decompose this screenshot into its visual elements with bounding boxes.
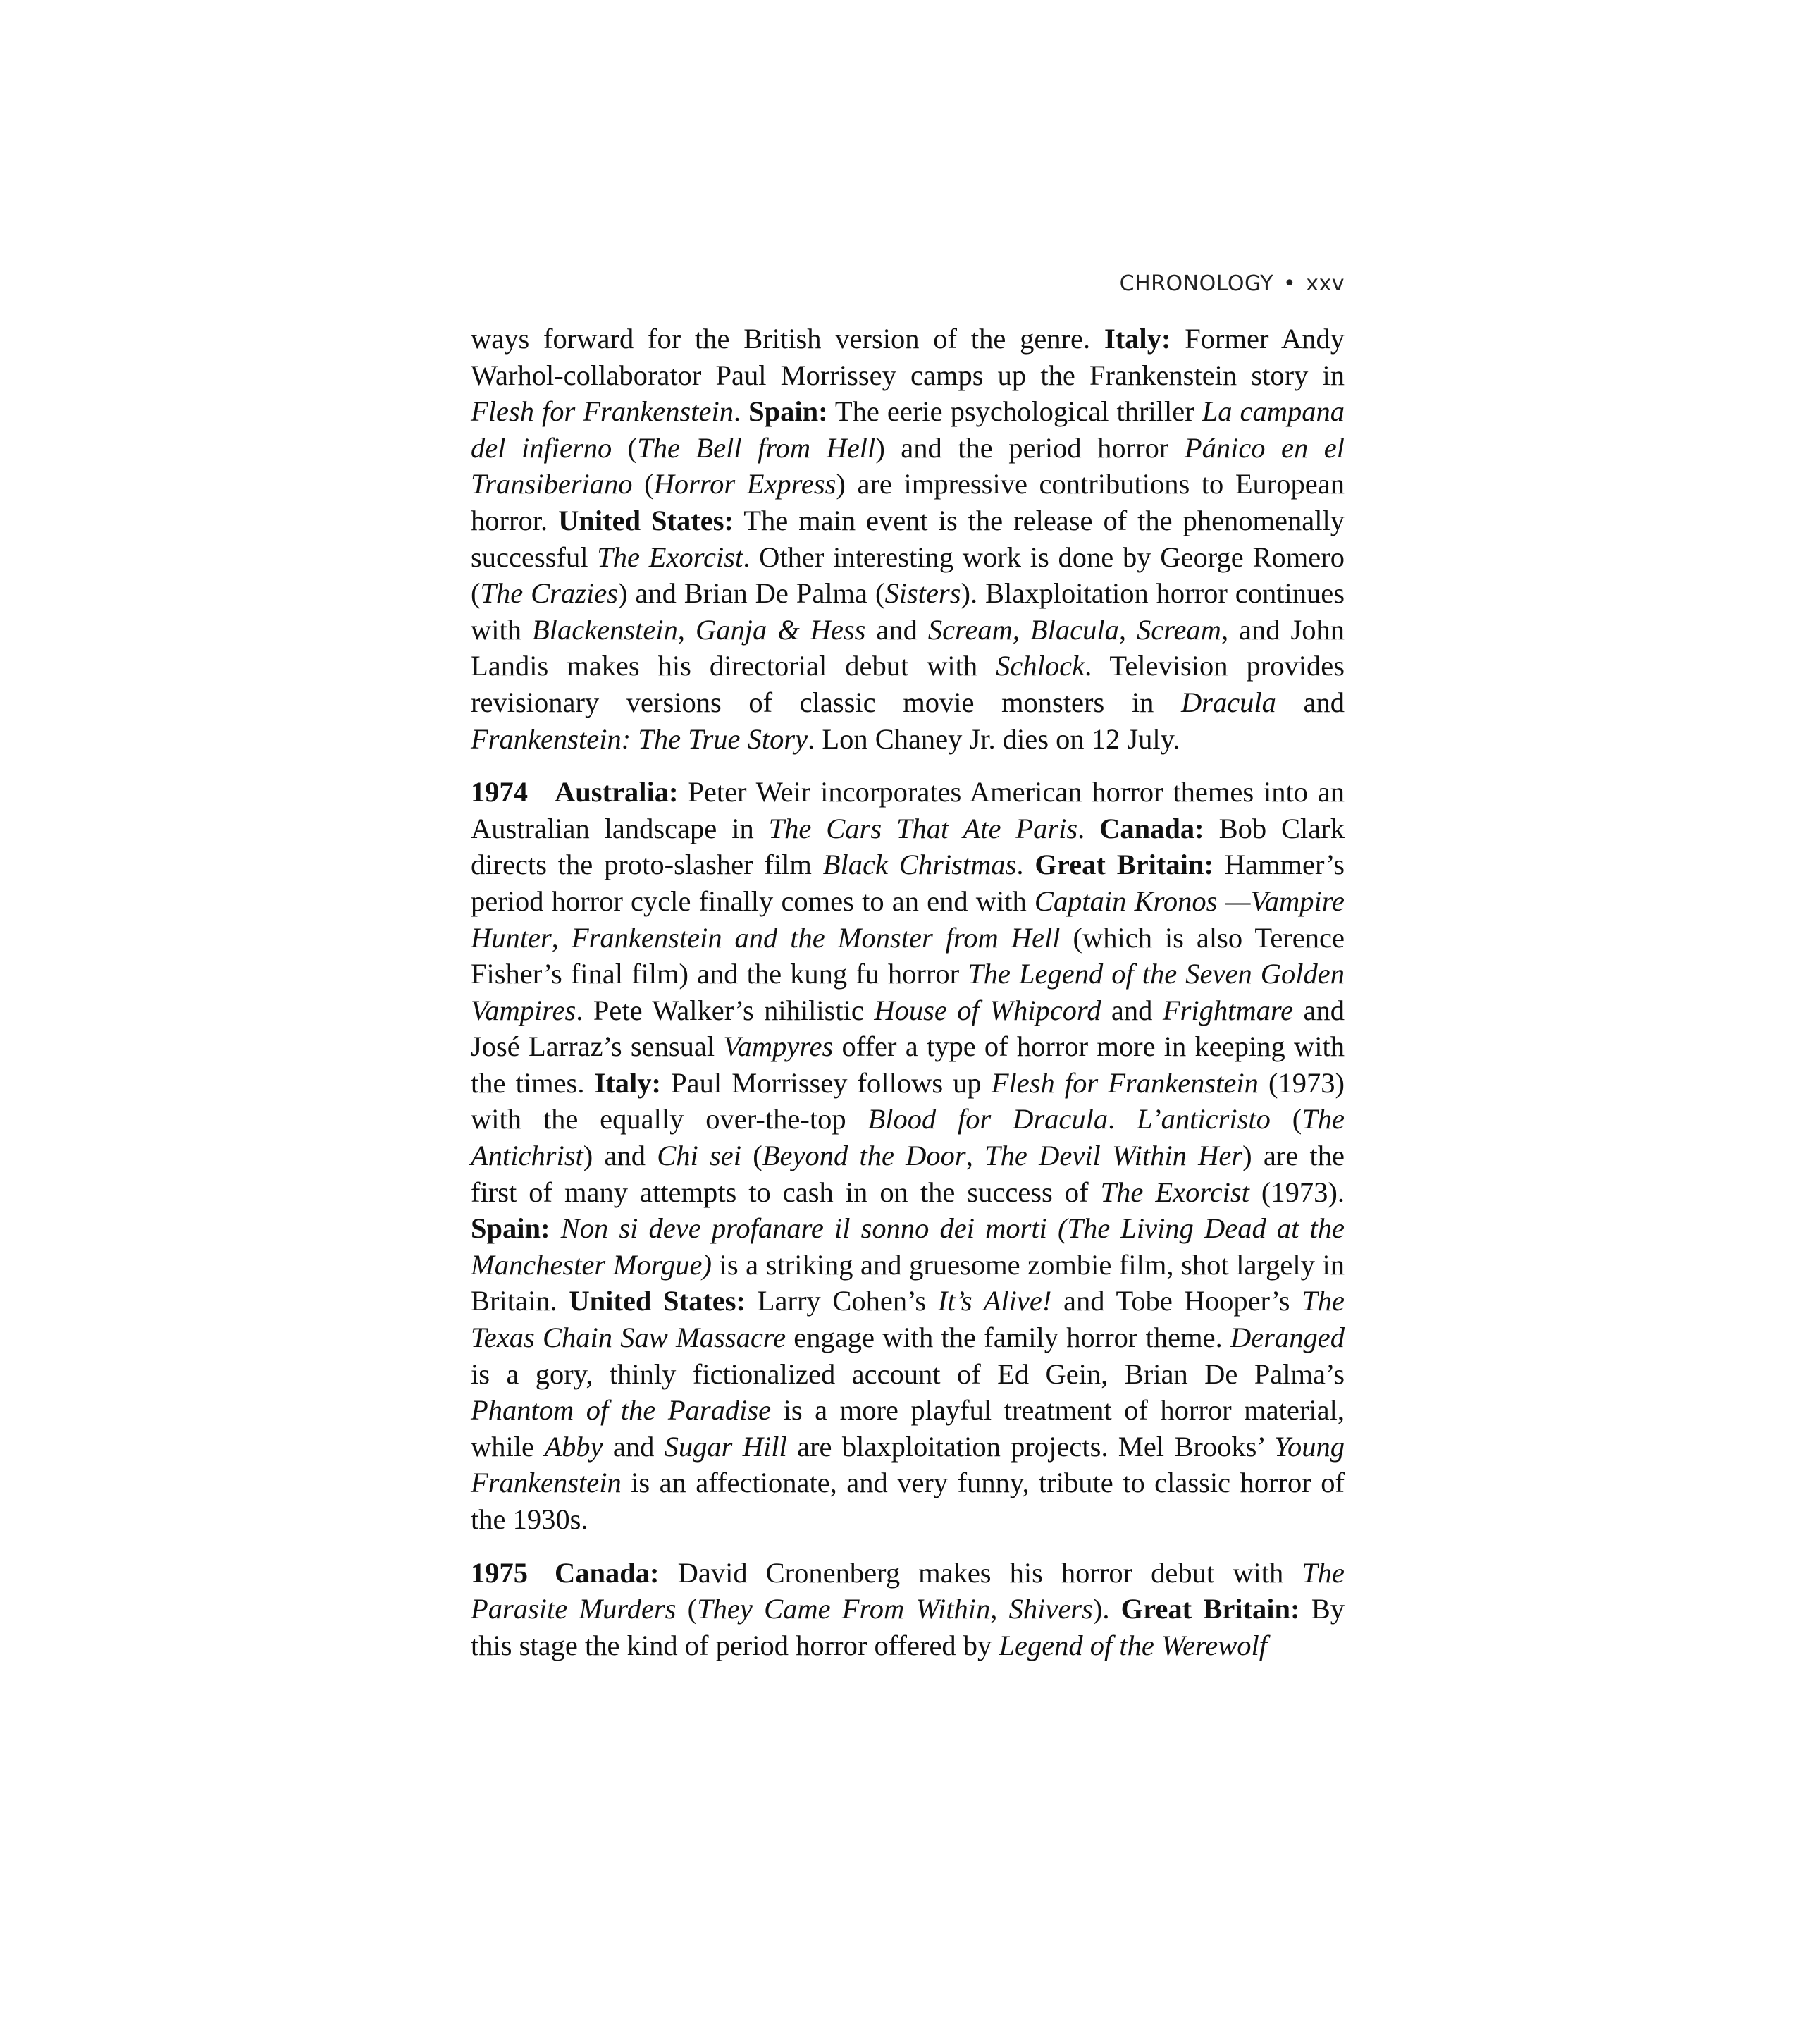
body-text-run: ( [741,1140,762,1172]
body-text-run: and José Larraz’s sensual [471,994,1345,1063]
film-title: Pánico en el Transiberiano [471,431,1345,500]
film-title: Black Christmas [822,849,1017,881]
body-text-run: Bob Clark directs the proto-slasher film [471,812,1345,881]
film-title: The Exorcist [597,541,743,573]
film-title: Phantom of the Paradise [471,1394,772,1427]
body-text-run: Hammer’s period horror cycle finally comes to an end with [471,849,1345,917]
body-text-run: ). Blaxploitation horror continues with [471,577,1345,646]
body-text-run: (1973). [1249,1176,1345,1208]
body-text [471,321,1345,1680]
body-text-run: . [1077,812,1100,844]
film-title: Sugar Hill [664,1430,787,1463]
body-text-run: and [1101,994,1163,1026]
year-label: 1975 [471,1556,528,1589]
country-label: Canada: [1099,812,1204,844]
film-title: The Crazies [480,577,618,610]
film-title: The Antichrist [471,1103,1345,1172]
body-text-run: . [1108,1103,1137,1135]
body-text-run: ) are impressive contributions to European horror. [471,468,1345,536]
body-text-run: By this stage the kind of period horror offered by [471,1593,1345,1661]
film-title: Flesh for Frankenstein [991,1066,1259,1099]
body-text-run: ( [676,1593,698,1625]
body-text-run: . Other interesting work is done by George Romero ( [471,541,1345,610]
body-text-run: . Lon Chaney Jr. dies on 12 July. [808,722,1180,755]
body-text-run: . Television provides revisionary versions of classic movie monsters in [471,650,1345,718]
film-title: The Devil Within Her [984,1140,1243,1172]
body-text-run: , [990,1593,1009,1625]
film-title: Blackenstein [531,613,678,646]
body-text-run: is an affectionate, and very funny, tribute to classic horror of the 1930s. [471,1467,1345,1535]
body-text-run: Paul Morrissey follows up [661,1066,992,1099]
body-text-run: . Pete Walker’s nihilistic [576,994,875,1026]
film-title: It’s Alive! [937,1285,1052,1317]
film-title: They Came From Within [697,1593,991,1625]
body-text-run: offer a type of horror more in keeping with the times. [471,1030,1345,1099]
body-text-run: engage with the family horror theme. [786,1322,1231,1354]
section-title: CHRONOLOGY [1119,271,1274,296]
body-text-run: (which is also Terence Fisher’s final film) and the kung fu horror [471,921,1345,990]
body-text-run: ) and Brian De Palma ( [617,577,885,610]
film-title: Frankenstein and the Monster from Hell [571,921,1061,954]
body-text-run: ) and the period horror [875,431,1185,464]
film-title: The Legend of the Seven Golden Vampires [471,958,1345,1026]
country-label: Italy: [1104,323,1171,355]
country-label: Spain: [748,395,828,428]
film-title: Scream, Blacula, Scream [927,613,1221,646]
body-text-run: ( [1270,1103,1302,1135]
film-title: Young Frankenstein [471,1430,1345,1499]
country-label: Spain: [471,1212,550,1245]
paragraph-1974 [471,774,1345,1537]
film-title: Vampyres [723,1030,834,1063]
film-title: Dracula [1180,686,1276,718]
film-title: Ganja & Hess [696,613,866,646]
film-title: The Texas Chain Saw Massacre [471,1285,1345,1354]
body-text-run: , [551,921,572,954]
body-text-run: The eerie psychological thriller [827,395,1202,428]
country-label: Australia: [555,776,679,808]
bullet-icon: • [1283,271,1297,296]
body-text-run: (1973) with the equally over-the-top [471,1066,1345,1135]
body-text-run: Larry Cohen’s [746,1285,938,1317]
country-label: Great Britain: [1035,849,1214,881]
film-title: Schlock [996,650,1085,682]
body-text-run: David Cronenberg makes his horror debut with [659,1556,1302,1589]
body-text-run: , [677,613,696,646]
country-label: Great Britain: [1120,1593,1300,1625]
film-title: Legend of the Werewolf [999,1629,1268,1661]
body-text-run: ) are the first of many attempts to cash in on the success of [471,1140,1345,1208]
paragraph-1975 [471,1555,1345,1664]
film-title: Blood for Dracula [867,1103,1109,1135]
film-title: Abby [544,1430,603,1463]
body-text-run: The main event is the release of the phenomenally successful [471,504,1345,573]
running-head [471,271,1345,296]
film-title: Shivers [1008,1593,1093,1625]
body-text-run: , [965,1140,985,1172]
country-label: Italy: [594,1066,662,1099]
country-label: United States: [569,1285,746,1317]
film-title: Captain Kronos —Vampire Hunter [471,885,1345,954]
film-title: House of Whipcord [874,994,1101,1026]
film-title: La campana del infierno [471,395,1345,464]
film-title: Sisters [884,577,961,610]
film-title: The Cars That Ate Paris [768,812,1078,844]
page-number: xxv [1306,271,1345,296]
film-title: The Bell from Hell [637,431,876,464]
film-title: Flesh for Frankenstein [471,395,734,428]
film-title: The Parasite Murders [471,1556,1345,1625]
body-text-run: ( [632,468,654,500]
body-text-run: and [603,1430,665,1463]
year-label: 1974 [471,776,528,808]
film-title: Beyond the Door [762,1140,966,1172]
body-text-run: , and John Landis makes his directorial debut with [471,613,1345,682]
body-text-run: and Tobe Hooper’s [1051,1285,1302,1317]
body-text-run: and [1276,686,1345,718]
film-title: Frightmare [1162,994,1294,1026]
film-title: Non si deve profanare il sonno dei morti (The Living Dead at the Manchester Morgue) [471,1212,1345,1281]
body-text-run: is a gory, thinly fictionalized account of Ed Gein, Brian De Palma’s [471,1357,1345,1390]
body-text-run: and [865,613,928,646]
body-text-run: ) and [583,1140,657,1172]
body-text-run: ways forward for the British version of the genre. [471,323,1104,355]
body-text-run: is a striking and gruesome zombie film, shot largely in Britain. [471,1248,1345,1317]
film-title: Frankenstein: The True Story [471,722,808,755]
body-text-run: ). [1092,1593,1121,1625]
film-title: Chi sei [657,1140,741,1172]
body-text-run: . [1016,849,1035,881]
body-text-run: ( [612,431,638,464]
film-title: The Exorcist [1100,1176,1249,1208]
country-label: Canada: [555,1556,660,1589]
body-text-run: . [733,395,749,428]
body-text-run [550,1212,561,1244]
country-label: United States: [558,504,734,536]
body-text-run: are blaxploitation projects. Mel Brooks’ [786,1430,1275,1463]
film-title: Deranged [1230,1322,1345,1354]
body-text-run: Former Andy Warhol-collaborator Paul Morrissey camps up the Frankenstein story in [471,323,1345,391]
body-text-run: is a more playful treatment of horror material, while [471,1394,1345,1463]
film-title: L’anticristo [1137,1103,1271,1135]
film-title: Horror Express [653,468,836,500]
body-text-run: Peter Weir incorporates American horror themes into an Australian landscape in [471,776,1345,844]
paragraph-1973-continued [471,321,1345,757]
